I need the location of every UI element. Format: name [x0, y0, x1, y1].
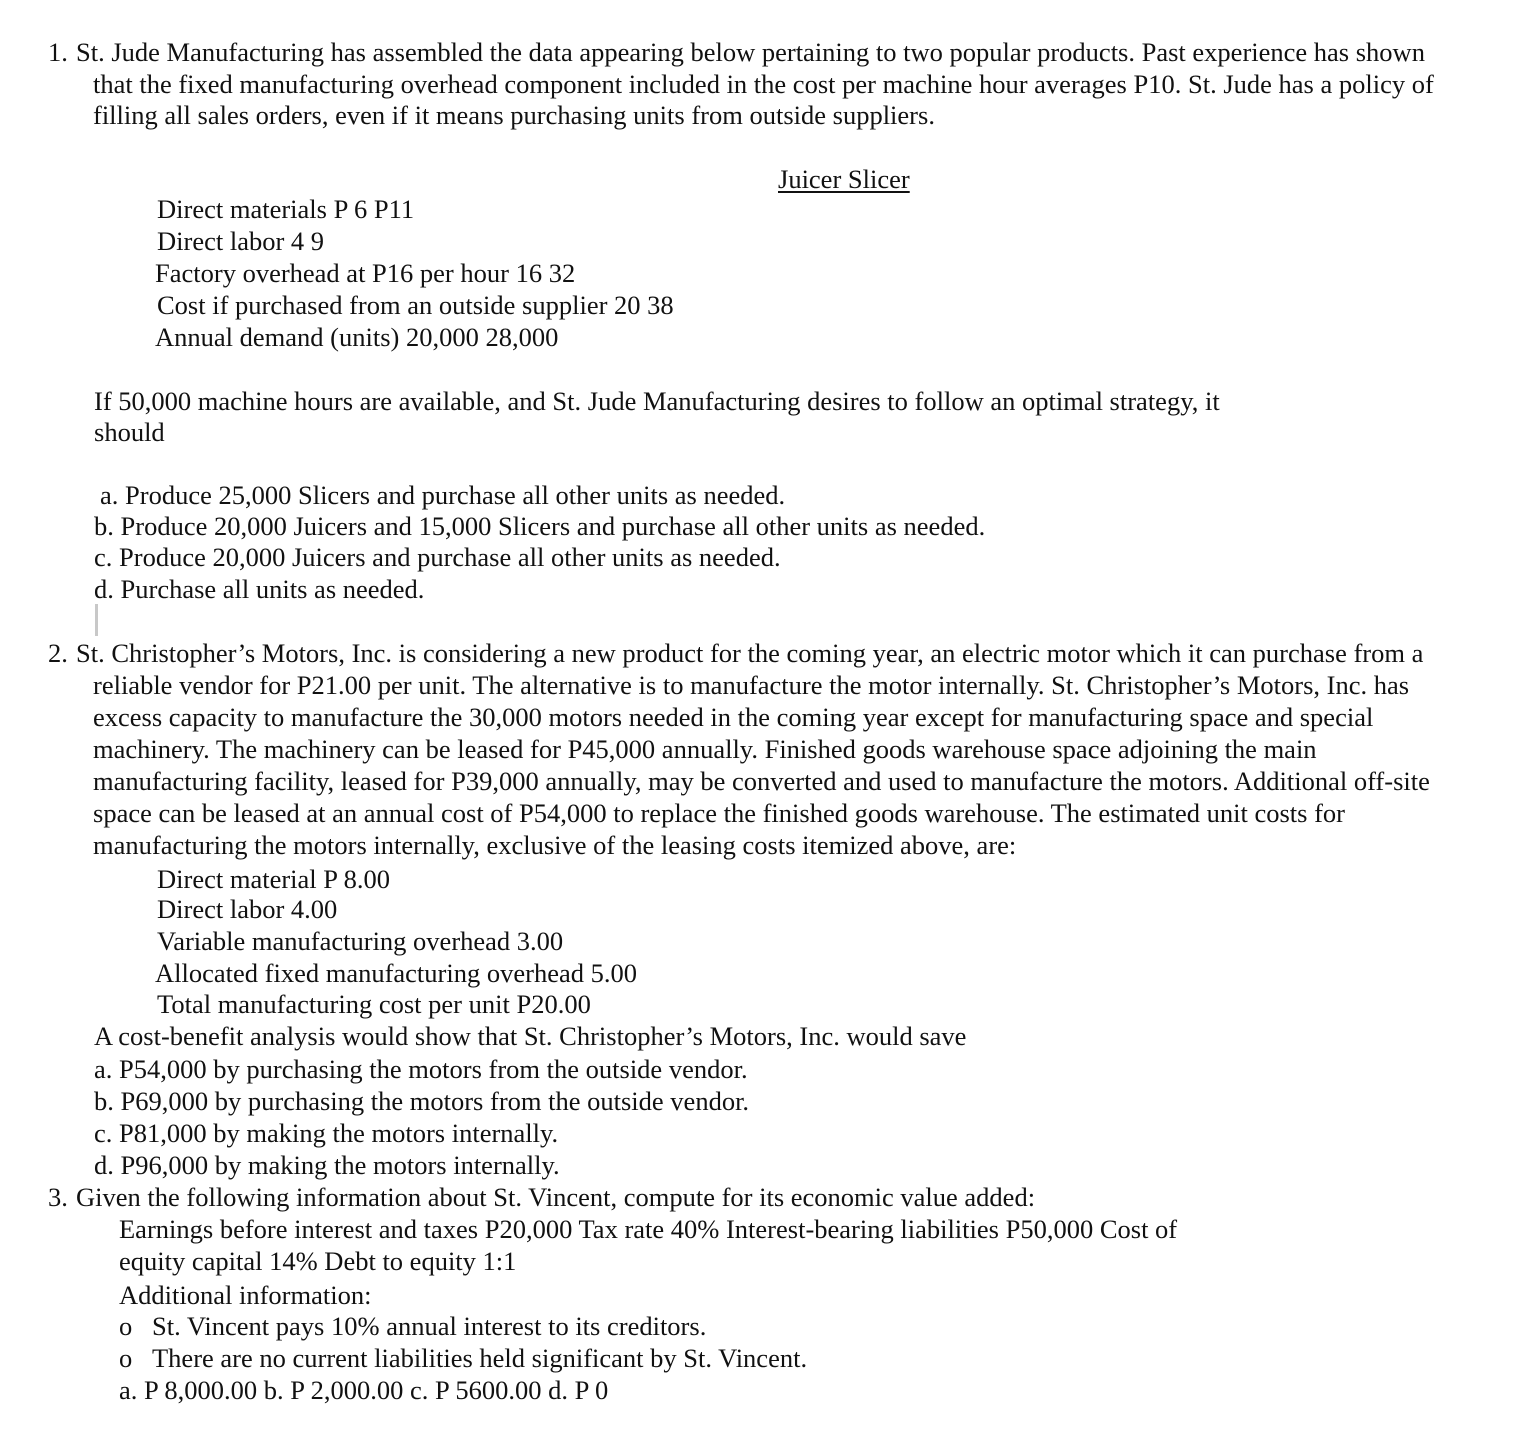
q1-question-line-2: should	[94, 417, 165, 447]
q2-option-a: a. P54,000 by purchasing the motors from the outside vendor.	[94, 1054, 748, 1084]
q1-intro-line-1: St. Jude Manufacturing has assembled the data appearing below pertaining to two popular products. Past experience has shown	[76, 37, 1425, 67]
q1-row-annual-demand: Annual demand (units) 20,000 28,000	[155, 322, 559, 352]
q2-number: 2.	[48, 638, 68, 668]
q1-row-direct-materials: Direct materials P 6 P11	[157, 194, 415, 224]
q1-option-c: c. Produce 20,000 Juicers and purchase all other units as needed.	[94, 542, 781, 572]
q2-cost-direct-labor: Direct labor 4.00	[157, 894, 338, 924]
q2-cost-total: Total manufacturing cost per unit P20.00	[157, 989, 591, 1019]
q1-number: 1.	[48, 37, 68, 67]
q2-intro-line-1: St. Christopher’s Motors, Inc. is considering a new product for the coming year, an electric motor which it can purchase from a	[76, 638, 1424, 668]
q2-intro-line-7: manufacturing the motors internally, exclusive of the leasing costs itemized above, are:	[93, 830, 1017, 860]
q3-bullet-2: There are no current liabilities held significant by St. Vincent.	[152, 1343, 808, 1373]
q1-option-b: b. Produce 20,000 Juicers and 15,000 Slicers and purchase all other units as needed.	[94, 511, 986, 541]
q2-cost-direct-material: Direct material P 8.00	[157, 864, 391, 894]
q2-option-d: d. P96,000 by making the motors internally.	[94, 1150, 560, 1180]
q2-option-b: b. P69,000 by purchasing the motors from the outside vendor.	[94, 1086, 750, 1116]
q2-intro-line-3: excess capacity to manufacture the 30,000 motors needed in the coming year except for manufacturing space and special	[93, 702, 1374, 732]
q1-intro-line-3: filling all sales orders, even if it means purchasing units from outside suppliers.	[93, 100, 935, 130]
q2-intro-line-6: space can be leased at an annual cost of P54,000 to replace the finished goods warehouse. The estimated unit costs for	[93, 798, 1345, 828]
q2-cost-fixed-overhead: Allocated fixed manufacturing overhead 5.00	[155, 958, 637, 988]
q1-row-direct-labor: Direct labor 4 9	[157, 226, 325, 256]
q1-row-factory-overhead: Factory overhead at P16 per hour 16 32	[155, 258, 576, 288]
q3-additional-label: Additional information:	[119, 1280, 372, 1310]
q2-cost-variable-overhead: Variable manufacturing overhead 3.00	[157, 926, 564, 956]
q2-question: A cost-benefit analysis would show that St. Christopher’s Motors, Inc. would save	[94, 1021, 967, 1051]
bullet-icon: o	[119, 1343, 133, 1373]
q3-question: Given the following information about St. Vincent, compute for its economic value added:	[76, 1182, 1036, 1212]
q3-info-line-1: Earnings before interest and taxes P20,000 Tax rate 40% Interest-bearing liabilities P50,000 Cost of	[119, 1214, 1178, 1244]
q2-intro-line-4: machinery. The machinery can be leased for P45,000 annually. Finished goods warehouse space adjoining the main	[93, 734, 1317, 764]
q1-intro-line-2: that the fixed manufacturing overhead component included in the cost per machine hour averages P10. St. Jude has a policy of	[93, 69, 1434, 99]
q2-intro-line-5: manufacturing facility, leased for P39,000 annually, may be converted and used to manufacture the motors. Additional off-site	[93, 766, 1430, 796]
text-cursor-marker	[95, 604, 98, 636]
q1-table-header: Juicer Slicer	[778, 164, 910, 194]
q3-options: a. P 8,000.00 b. P 2,000.00 c. P 5600.00 d. P 0	[119, 1375, 609, 1405]
q1-option-d: d. Purchase all units as needed.	[94, 574, 425, 604]
q3-bullet-1: St. Vincent pays 10% annual interest to its creditors.	[152, 1311, 707, 1341]
q3-number: 3.	[48, 1182, 68, 1212]
q1-row-outside-cost: Cost if purchased from an outside supplier 20 38	[157, 290, 674, 320]
q1-option-a: a. Produce 25,000 Slicers and purchase all other units as needed.	[100, 480, 786, 510]
q2-intro-line-2: reliable vendor for P21.00 per unit. The alternative is to manufacture the motor internally. St. Christopher’s Motors, Inc. has	[93, 670, 1410, 700]
q1-question-line-1: If 50,000 machine hours are available, and St. Jude Manufacturing desires to follow an optimal strategy, it	[94, 386, 1220, 416]
q3-info-line-2: equity capital 14% Debt to equity 1:1	[119, 1246, 517, 1276]
q2-option-c: c. P81,000 by making the motors internally.	[94, 1118, 559, 1148]
bullet-icon: o	[119, 1311, 133, 1341]
